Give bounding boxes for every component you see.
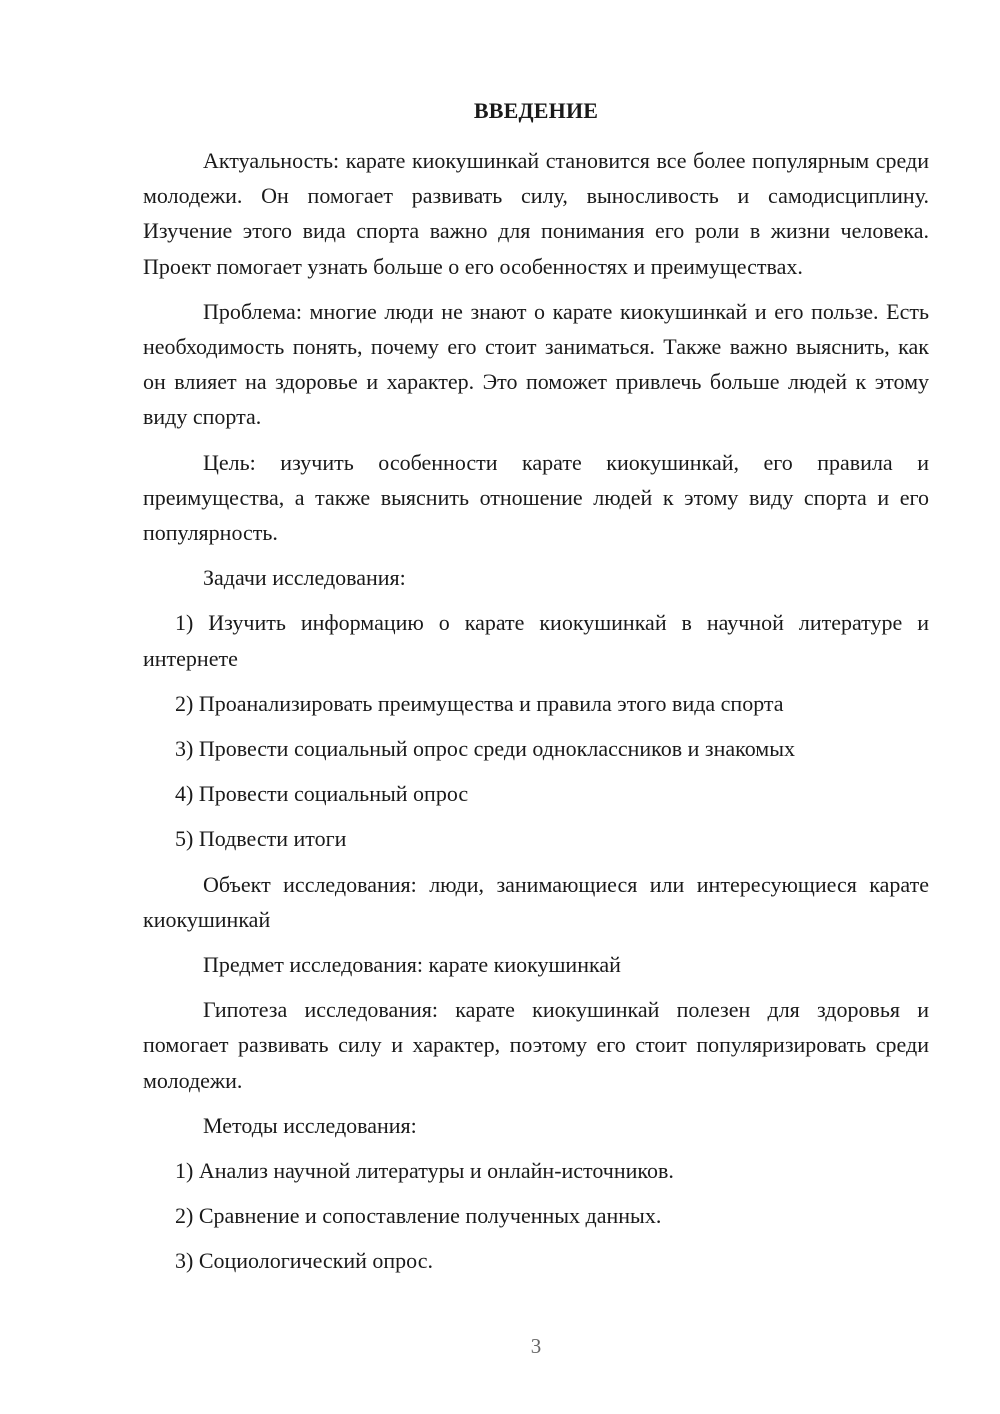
paragraph-goal: Цель: изучить особенности карате киокушинкай, его правила и преимущества, а также выяснить отношение людей к этому виду спорта и его популярность. [143, 449, 929, 546]
method-item-1: 1) Анализ научной литературы и онлайн-источников. [175, 1158, 674, 1184]
task-item-3: 3) Провести социальный опрос среди одноклассников и знакомых [175, 736, 795, 762]
page-title: ВВЕДЕНИЕ [473, 98, 599, 123]
paragraph-relevance: Актуальность: карате киокушинкай становится все более популярным среди молодежи. Он помогает развивать силу, выносливость и самодисциплину. Изучение этого вида спорта важно для понимания его роли в жизни человека. Проект помогает узнать больше о его особенностях и преимуществах. [143, 148, 929, 279]
paragraph-object: Объект исследования: люди, занимающиеся или интересующиеся карате киокушинкай [143, 871, 929, 932]
method-item-3: 3) Социологический опрос. [175, 1248, 433, 1274]
document-body [143, 143, 929, 1289]
task-item-2: 2) Проанализировать преимущества и правила этого вида спорта [175, 690, 784, 716]
methods-heading: Методы исследования: [203, 1112, 417, 1138]
task-item-5: 5) Подвести итоги [175, 826, 347, 852]
method-item-2: 2) Сравнение и сопоставление полученных данных. [175, 1203, 662, 1229]
task-item-4: 4) Провести социальный опрос [175, 781, 469, 807]
task-item-1: 1) Изучить информацию о карате киокушинкай в научной литературе и интернете [143, 610, 929, 671]
paragraph-subject: Предмет исследования: карате киокушинкай [203, 952, 621, 978]
tasks-heading: Задачи исследования: [203, 565, 406, 591]
paragraph-problem: Проблема: многие люди не знают о карате киокушинкай и его пользе. Есть необходимость понять, почему его стоит заниматься. Также важно выяснить, как он влияет на здоровье и характер. Это поможет привлечь больше людей к этому виду спорта. [143, 298, 929, 430]
page-number: 3 [530, 1334, 542, 1358]
paragraph-hypothesis: Гипотеза исследования: карате киокушинкай полезен для здоровья и помогает развивать силу и характер, поэтому его стоит популяризировать среди молодежи. [143, 997, 929, 1093]
